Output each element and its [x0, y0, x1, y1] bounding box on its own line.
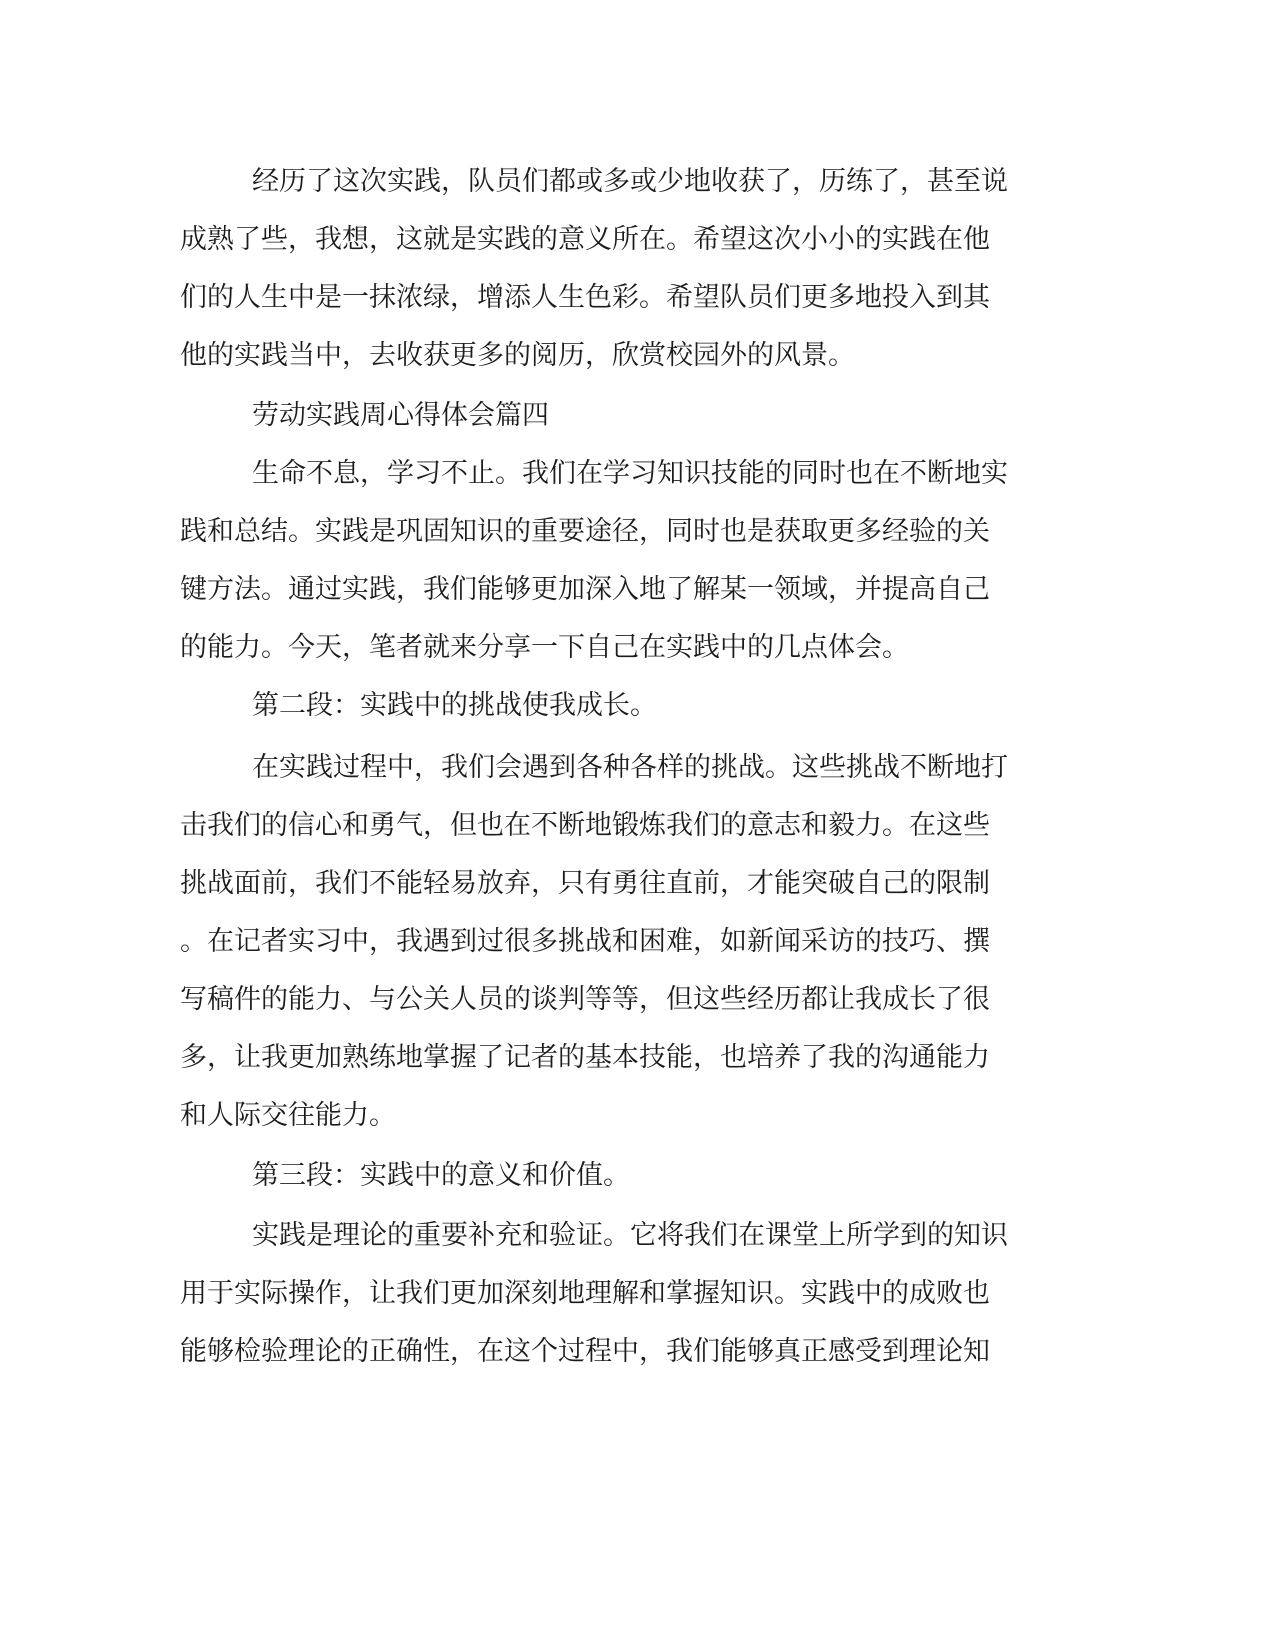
section-heading: 第三段：实践中的意义和价值。 — [252, 1160, 630, 1191]
text-line: 挑战面前，我们不能轻易放弃，只有勇往直前，才能突破自己的限制 — [180, 868, 990, 899]
text-line: 和人际交往能力。 — [180, 1100, 396, 1131]
section-heading: 第二段：实践中的挑战使我成长。 — [252, 690, 657, 721]
text-line: 成熟了些，我想，这就是实践的意义所在。希望这次小小的实践在他 — [180, 224, 990, 255]
text-line: 击我们的信心和勇气，但也在不断地锻炼我们的意志和毅力。在这些 — [180, 810, 990, 841]
text-line: 的能力。今天，笔者就来分享一下自己在实践中的几点体会。 — [180, 632, 909, 663]
text-line: 经历了这次实践，队员们都或多或少地收获了，历练了，甚至说 — [252, 166, 1008, 197]
text-line: 践和总结。实践是巩固知识的重要途径，同时也是获取更多经验的关 — [180, 516, 990, 547]
text-line: 生命不息，学习不止。我们在学习知识技能的同时也在不断地实 — [252, 458, 1008, 489]
section-heading: 劳动实践周心得体会篇四 — [252, 400, 549, 431]
text-line: 能够检验理论的正确性，在这个过程中，我们能够真正感受到理论知 — [180, 1336, 990, 1367]
text-line: 多，让我更加熟练地掌握了记者的基本技能，也培养了我的沟通能力 — [180, 1042, 990, 1073]
text-line: 。在记者实习中，我遇到过很多挑战和困难，如新闻采访的技巧、撰 — [180, 926, 990, 957]
text-line: 们的人生中是一抹浓绿，增添人生色彩。希望队员们更多地投入到其 — [180, 282, 990, 313]
text-line: 键方法。通过实践，我们能够更加深入地了解某一领域，并提高自己 — [180, 574, 990, 605]
text-line: 在实践过程中，我们会遇到各种各样的挑战。这些挑战不断地打 — [252, 752, 1008, 783]
text-line: 他的实践当中，去收获更多的阅历，欣赏校园外的风景。 — [180, 340, 855, 371]
text-line: 写稿件的能力、与公关人员的谈判等等，但这些经历都让我成长了很 — [180, 984, 990, 1015]
text-line: 用于实际操作，让我们更加深刻地理解和掌握知识。实践中的成败也 — [180, 1278, 990, 1309]
text-line: 实践是理论的重要补充和验证。它将我们在课堂上所学到的知识 — [252, 1220, 1008, 1251]
